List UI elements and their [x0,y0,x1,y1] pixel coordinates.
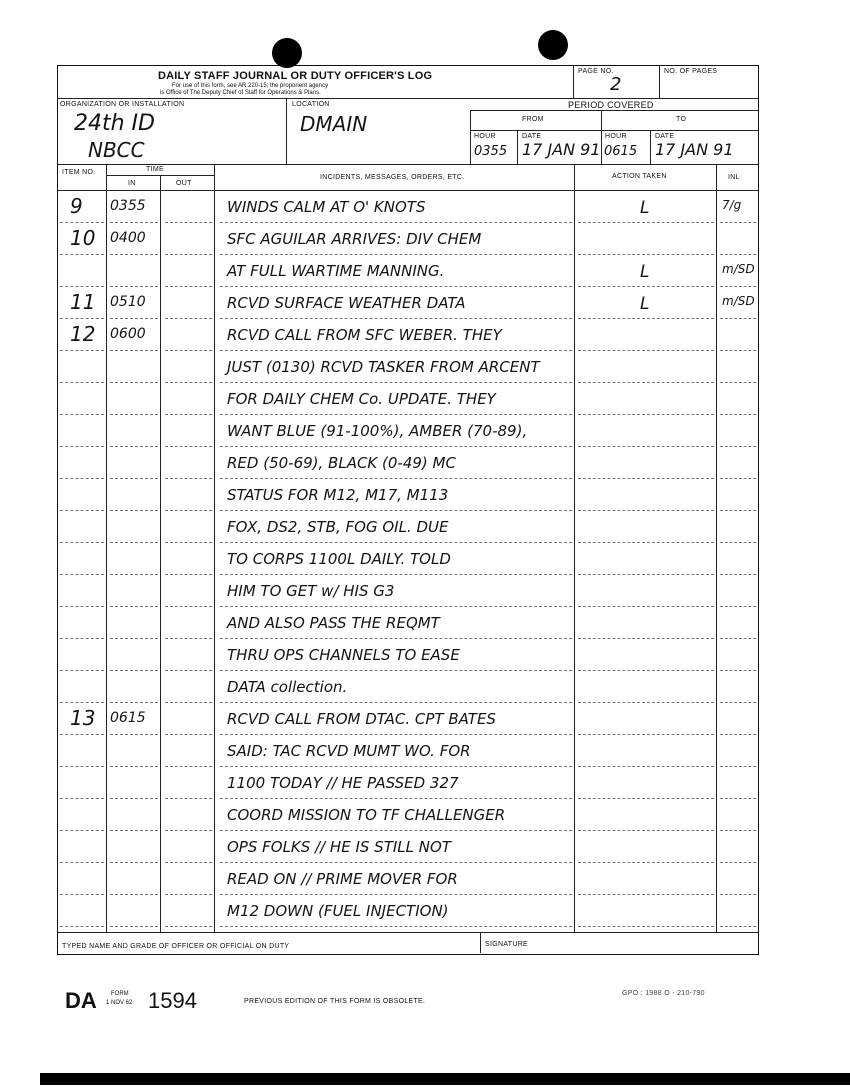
header-divider-period [470,110,471,164]
entry-text[interactable]: HIM TO GET w/ HIS G3 [227,582,395,600]
entry-item-no[interactable]: 10 [70,226,96,250]
entry-item-no[interactable]: 13 [70,706,96,730]
ruled-line [720,862,756,863]
form-word: FORM [111,991,129,997]
ruled-line [110,542,158,543]
ruled-line [165,446,212,447]
ruled-line [720,670,756,671]
ruled-line [60,446,104,447]
ruled-line [720,222,756,223]
ruled-line [220,670,572,671]
ruled-line [578,638,714,639]
ruled-line [165,478,212,479]
entry-text[interactable]: RED (50-69), BLACK (0-49) MC [227,454,456,472]
ruled-line [220,254,572,255]
ruled-line [110,766,158,767]
ruled-line [720,830,756,831]
entry-text[interactable]: SAID: TAC RCVD MUMT WO. FOR [227,742,471,760]
ruled-line [110,798,158,799]
ruled-line [720,798,756,799]
ruled-line [110,414,158,415]
col-divider-action [716,164,717,932]
ruled-line [110,926,158,927]
ruled-line [110,222,158,223]
ruled-line [110,702,158,703]
entry-text[interactable]: WANT BLUE (91-100%), AMBER (70-89), [227,422,528,440]
header-divider-hour-date-1 [517,130,518,164]
ruled-line [578,894,714,895]
ruled-line [578,926,714,927]
ruled-line [60,766,104,767]
ruled-line [110,478,158,479]
ruled-line [165,606,212,607]
period-top-line [470,110,759,111]
ruled-line [165,862,212,863]
time-in-label: IN [128,180,136,187]
time-out-label: OUT [176,180,192,187]
ruled-line [60,606,104,607]
ruled-line [110,286,158,287]
ruled-line [720,606,756,607]
ruled-line [220,638,572,639]
entry-time-in[interactable]: 0355 [110,198,146,214]
ruled-line [220,350,572,351]
ruled-line [578,254,714,255]
ruled-line [578,222,714,223]
to-date-value[interactable]: 17 JAN 91 [655,140,734,159]
to-date-label: DATE [655,133,675,140]
ruled-line [220,734,572,735]
ruled-line [578,350,714,351]
from-date-label: DATE [522,133,542,140]
ruled-line [165,766,212,767]
form-number: 1594 [148,988,197,1013]
entry-item-no[interactable]: 11 [70,290,96,314]
item-no-label: ITEM NO. [62,169,96,176]
org-label: ORGANIZATION OR INSTALLATION [60,101,185,108]
header-divider-page [573,65,574,98]
ruled-line [578,286,714,287]
ruled-line [578,382,714,383]
ruled-line [578,510,714,511]
ruled-line [165,542,212,543]
entry-text[interactable]: THRU OPS CHANNELS TO EASE [227,646,460,664]
ruled-line [60,574,104,575]
time-label: TIME [146,166,164,173]
ruled-line [60,382,104,383]
ruled-line [165,926,212,927]
ruled-line [165,510,212,511]
entry-text[interactable]: RCVD CALL FROM SFC WEBER. THEY [227,326,502,344]
ruled-line [60,830,104,831]
col-divider-incidents [574,164,575,932]
ruled-line [110,734,158,735]
ruled-line [60,734,104,735]
ruled-line [165,734,212,735]
org-value-1[interactable]: 24th ID [74,111,155,136]
ruled-line [720,638,756,639]
previous-edition-note: PREVIOUS EDITION OF THIS FORM IS OBSOLETE. [244,998,426,1005]
ruled-line [220,414,572,415]
hour-date-line [470,130,759,131]
page-no-value[interactable]: 2 [610,74,622,95]
from-hour-value[interactable]: 0355 [474,144,508,159]
entry-text[interactable]: STATUS FOR M12, M17, M113 [227,486,449,504]
location-label: LOCATION [292,101,330,108]
from-label: FROM [522,116,544,123]
entry-time-in[interactable]: 0400 [110,230,146,246]
entry-text[interactable]: OPS FOLKS // HE IS STILL NOT [227,838,451,856]
incidents-label: INCIDENTS, MESSAGES, ORDERS, ETC. [320,174,465,181]
column-header-line [57,190,759,191]
from-hour-label: HOUR [474,133,496,140]
ruled-line [165,254,212,255]
ruled-line [720,542,756,543]
ruled-line [220,286,572,287]
form-title: DAILY STAFF JOURNAL OR DUTY OFFICER'S LOG [158,70,433,82]
ruled-line [578,414,714,415]
ruled-line [110,350,158,351]
ruled-line [165,894,212,895]
ruled-line [220,766,572,767]
ruled-line [578,478,714,479]
ruled-line [220,574,572,575]
typed-name-label: TYPED NAME AND GRADE OF OFFICER OR OFFICIAL ON DUTY [62,943,290,950]
to-label: TO [676,116,687,123]
ruled-line [578,542,714,543]
entry-item-no[interactable]: 12 [70,322,96,346]
ruled-line [720,894,756,895]
org-value-2[interactable]: NBCC [88,138,145,162]
entry-text[interactable]: FOR DAILY CHEM Co. UPDATE. THEY [227,390,496,408]
ruled-line [110,638,158,639]
ruled-line [165,318,212,319]
entry-text[interactable]: WINDS CALM AT O' KNOTS [227,198,426,216]
ruled-line [578,798,714,799]
entry-action[interactable]: L [640,198,650,218]
col-divider-in-out [160,175,161,932]
ruled-line [110,446,158,447]
entry-item-no[interactable]: 9 [70,194,83,218]
entry-time-in[interactable]: 0615 [110,710,146,726]
ruled-line [578,766,714,767]
ruled-line [720,382,756,383]
ruled-line [60,414,104,415]
ruled-line [110,862,158,863]
form-date: 1 NOV 62 [106,1000,133,1006]
ruled-line [220,318,572,319]
gpo-number: GPO : 1988 O - 210-790 [622,990,705,997]
ruled-line [110,606,158,607]
ruled-line [110,382,158,383]
ruled-line [60,862,104,863]
ruled-line [720,350,756,351]
punch-hole-right [538,30,568,60]
ruled-line [110,318,158,319]
col-divider-time [214,164,215,932]
entry-action[interactable]: L [640,294,650,314]
ruled-line [60,702,104,703]
entry-text[interactable]: AND ALSO PASS THE REQMT [227,614,440,632]
ruled-line [220,222,572,223]
ruled-line [60,926,104,927]
ruled-line [578,734,714,735]
ruled-line [220,606,572,607]
ruled-line [220,542,572,543]
header-line-1 [57,98,759,99]
ruled-line [60,350,104,351]
ruled-line [720,318,756,319]
entry-time-in[interactable]: 0510 [110,294,146,310]
to-hour-label: HOUR [605,133,627,140]
ruled-line [220,798,572,799]
ruled-line [110,894,158,895]
ruled-line [720,414,756,415]
ruled-line [60,510,104,511]
entry-text[interactable]: COORD MISSION TO TF CHALLENGER [227,806,506,824]
ruled-line [220,894,572,895]
ruled-line [578,670,714,671]
col-divider-item [106,164,107,932]
entry-initials[interactable]: m/SD [722,262,755,276]
ruled-line [220,510,572,511]
ruled-line [60,638,104,639]
no-of-pages-label: NO. OF PAGES [664,68,718,75]
entry-text[interactable]: 1100 TODAY // HE PASSED 327 [227,774,459,792]
ruled-line [60,542,104,543]
ruled-line [165,382,212,383]
entry-text[interactable]: M12 DOWN (FUEL INJECTION) [227,902,449,920]
ruled-line [578,702,714,703]
ruled-line [110,510,158,511]
ruled-line [165,574,212,575]
from-date-value[interactable]: 17 JAN 91 [522,140,601,159]
form-subtitle-2: is Office of The Deputy Chief of Staff for Operations & Plans. [160,90,321,96]
ruled-line [165,286,212,287]
page-no-label: PAGE NO. [578,68,614,75]
entry-initials[interactable]: 7/g [722,198,742,212]
signature-divider [480,932,481,953]
signature-label: SIGNATURE [485,941,529,948]
entry-text[interactable]: FOX, DS2, STB, FOG OIL. DUE [227,518,449,536]
entry-text[interactable]: SFC AGUILAR ARRIVES: DIV CHEM [227,230,482,248]
ruled-line [60,286,104,287]
ruled-line [720,926,756,927]
entry-text[interactable]: AT FULL WARTIME MANNING. [227,262,445,280]
entry-initials[interactable]: m/SD [722,294,755,308]
ruled-line [60,478,104,479]
ruled-line [165,638,212,639]
ruled-line [578,862,714,863]
ruled-line [220,926,572,927]
ruled-line [110,574,158,575]
scan-bar [40,1073,850,1085]
ruled-line [60,222,104,223]
entry-action[interactable]: L [640,262,650,282]
entry-time-in[interactable]: 0600 [110,326,146,342]
ruled-line [220,478,572,479]
ruled-line [60,798,104,799]
ruled-line [165,350,212,351]
ruled-line [165,670,212,671]
action-taken-label: ACTION TAKEN [612,173,667,180]
ruled-line [720,286,756,287]
ruled-line [110,254,158,255]
ruled-line [720,766,756,767]
header-divider-pages [659,65,660,98]
entry-text[interactable]: DATA collection. [227,678,348,696]
entry-text[interactable]: RCVD CALL FROM DTAC. CPT BATES [227,710,496,728]
ruled-line [165,702,212,703]
location-value[interactable]: DMAIN [300,112,368,136]
ruled-line [720,702,756,703]
ruled-line [220,446,572,447]
header-divider-location [286,98,287,164]
ruled-line [60,318,104,319]
ruled-line [220,382,572,383]
ruled-line [720,478,756,479]
ruled-line [578,446,714,447]
punch-hole-left [272,38,302,68]
ruled-line [578,830,714,831]
ruled-line [110,830,158,831]
form-subtitle-1: For use of this form, see AR 220-15; the proponent agency [172,83,329,89]
ruled-line [578,318,714,319]
ruled-line [720,510,756,511]
ruled-line [165,414,212,415]
period-covered-label: PERIOD COVERED [568,100,654,110]
ruled-line [578,574,714,575]
entry-text[interactable]: READ ON // PRIME MOVER FOR [227,870,458,888]
ruled-line [578,606,714,607]
ruled-line [720,254,756,255]
ruled-line [220,702,572,703]
ruled-line [60,894,104,895]
signature-area-line [57,932,759,933]
header-divider-from-to [601,110,602,164]
ruled-line [165,222,212,223]
entry-text[interactable]: JUST (0130) RCVD TASKER FROM ARCENT [227,358,540,376]
form-id: DA [65,988,97,1013]
ruled-line [110,670,158,671]
ruled-line [220,830,572,831]
to-hour-value[interactable]: 0615 [604,144,638,159]
ruled-line [60,254,104,255]
ruled-line [720,734,756,735]
entry-text[interactable]: RCVD SURFACE WEATHER DATA [227,294,466,312]
ruled-line [165,798,212,799]
ruled-line [720,446,756,447]
ruled-line [60,670,104,671]
header-divider-hour-date-2 [650,130,651,164]
ruled-line [220,862,572,863]
ruled-line [720,574,756,575]
inl-label: INL [728,174,740,181]
ruled-line [165,830,212,831]
entry-text[interactable]: TO CORPS 1100L DAILY. TOLD [227,550,451,568]
header-line-2 [57,164,759,165]
